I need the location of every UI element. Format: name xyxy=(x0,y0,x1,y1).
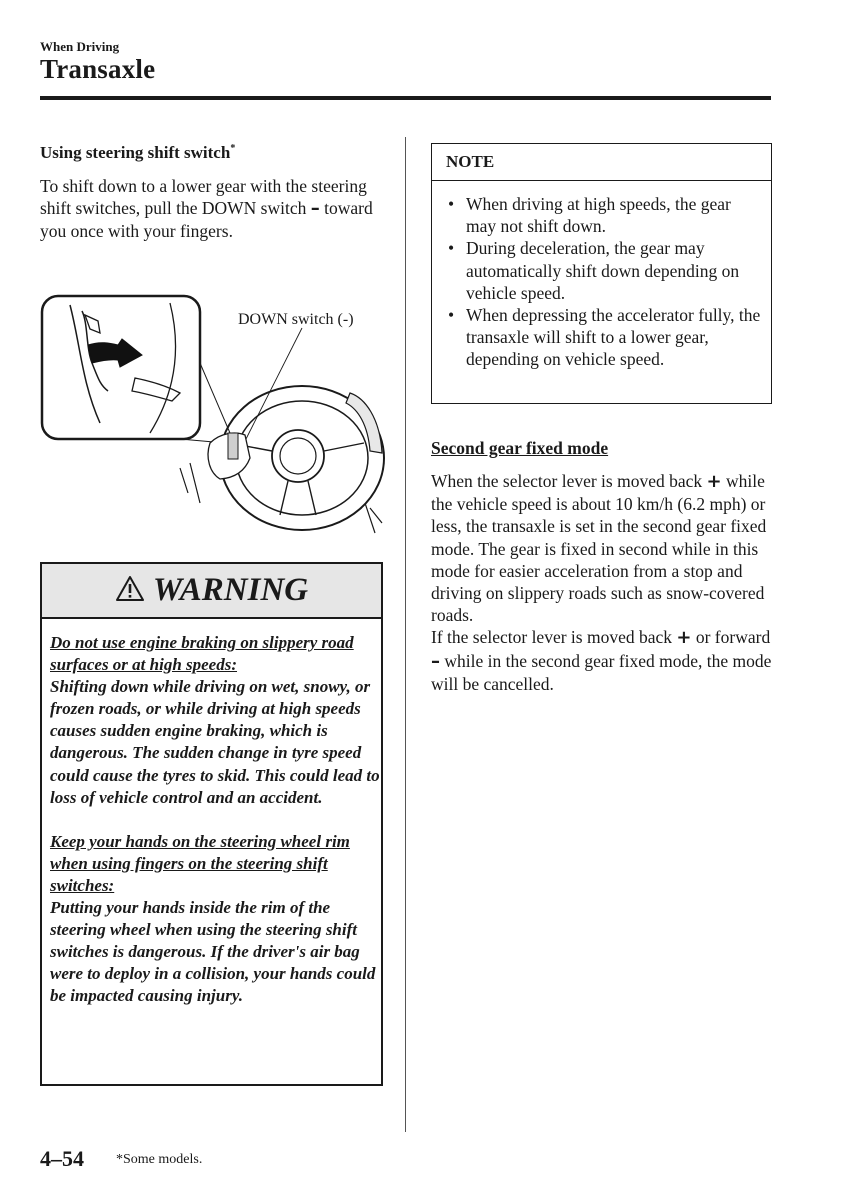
steering-wheel-illustration xyxy=(40,293,385,548)
note-item xyxy=(448,237,764,304)
page-number: 4–54 xyxy=(40,1146,84,1171)
note-label: NOTE xyxy=(446,152,495,171)
para-text: while the vehicle speed is about 10 km/h (6.2 mph) or less, the transaxle is set in the second gear fixed mode. The gear is fixed in second while in this mode for easier acceleration from a stop and driving on slippery roads such as snow-covered roads. xyxy=(431,471,767,626)
second-gear-subhead: Second gear fixed mode xyxy=(431,438,609,458)
footnote-marker: * xyxy=(230,143,236,154)
warning-item-heading: Keep your hands on the steering wheel rim when using fingers on the steering shift switches: xyxy=(50,831,350,895)
subhead-text: Using steering shift switch xyxy=(40,143,231,162)
note-item-text: When depressing the accelerator fully, the transaxle will shift to a lower gear, depending on vehicle speed. xyxy=(466,305,761,370)
warning-item-text: Putting your hands inside the rim of the steering wheel when using the steering shift switches is dangerous. If the driver's air bag were to deploy in a collision, your hands could be impacted causing injury. xyxy=(50,898,376,1006)
footnote: *Some models. xyxy=(116,1152,203,1167)
bullet: • xyxy=(448,305,455,326)
warning-triangle-icon xyxy=(115,575,145,607)
bullet: • xyxy=(448,194,455,214)
warning-item xyxy=(50,632,380,809)
note-box xyxy=(431,143,772,404)
second-gear-para-2 xyxy=(431,626,776,695)
second-gear-para-1 xyxy=(431,470,776,626)
plus-symbol: + xyxy=(676,627,692,649)
para-text: When the selector lever is moved back xyxy=(431,471,703,491)
title-rule xyxy=(40,96,771,100)
warning-body xyxy=(50,632,380,1008)
note-item-text: When driving at high speeds, the gear may not shift down. xyxy=(466,194,731,237)
second-gear-paragraph xyxy=(431,470,776,695)
warning-item-heading: Do not use engine braking on slippery road surfaces or at high speeds: xyxy=(50,633,354,675)
down-switch-callout: DOWN switch (-) xyxy=(238,311,354,328)
column-divider xyxy=(405,137,406,1132)
warning-box xyxy=(40,562,383,1086)
minus-symbol: – xyxy=(310,198,320,220)
para-text: If the selector lever is moved back xyxy=(431,627,673,648)
note-header xyxy=(432,144,771,181)
para-text-2: toward you once with your fingers. xyxy=(40,198,373,242)
warning-title: WARNING xyxy=(152,572,309,608)
shift-down-paragraph xyxy=(40,175,385,243)
section-label: When Driving xyxy=(40,39,120,54)
note-item-text: During deceleration, the gear may automatically shift down depending on vehicle speed. xyxy=(466,238,740,303)
warning-item xyxy=(50,831,380,1008)
steering-wheel-drawing xyxy=(40,293,385,548)
para-text-1: To shift down to a lower gear with the steering shift switches, pull the DOWN switch xyxy=(40,176,367,219)
plus-symbol: + xyxy=(706,471,722,492)
note-item xyxy=(448,193,764,237)
minus-symbol: – xyxy=(431,650,440,672)
warning-item-text: Shifting down while driving on wet, snowy, or frozen roads, or while driving at high speeds causes sudden engine braking, which is dangerous. The sudden change in tyre speed could cause the tyres to skid. This could lead to loss of vehicle control and an accident. xyxy=(50,677,380,807)
steering-shift-subhead xyxy=(40,143,235,163)
zoom-inset xyxy=(42,296,200,439)
warning-header xyxy=(42,564,381,619)
para-text: while in the second gear fixed mode, the mode will be cancelled. xyxy=(431,650,772,694)
page-title: Transaxle xyxy=(40,54,156,84)
para-text: or forward xyxy=(695,627,771,648)
note-list xyxy=(448,193,764,371)
bullet: • xyxy=(448,238,455,259)
note-item xyxy=(448,304,764,371)
